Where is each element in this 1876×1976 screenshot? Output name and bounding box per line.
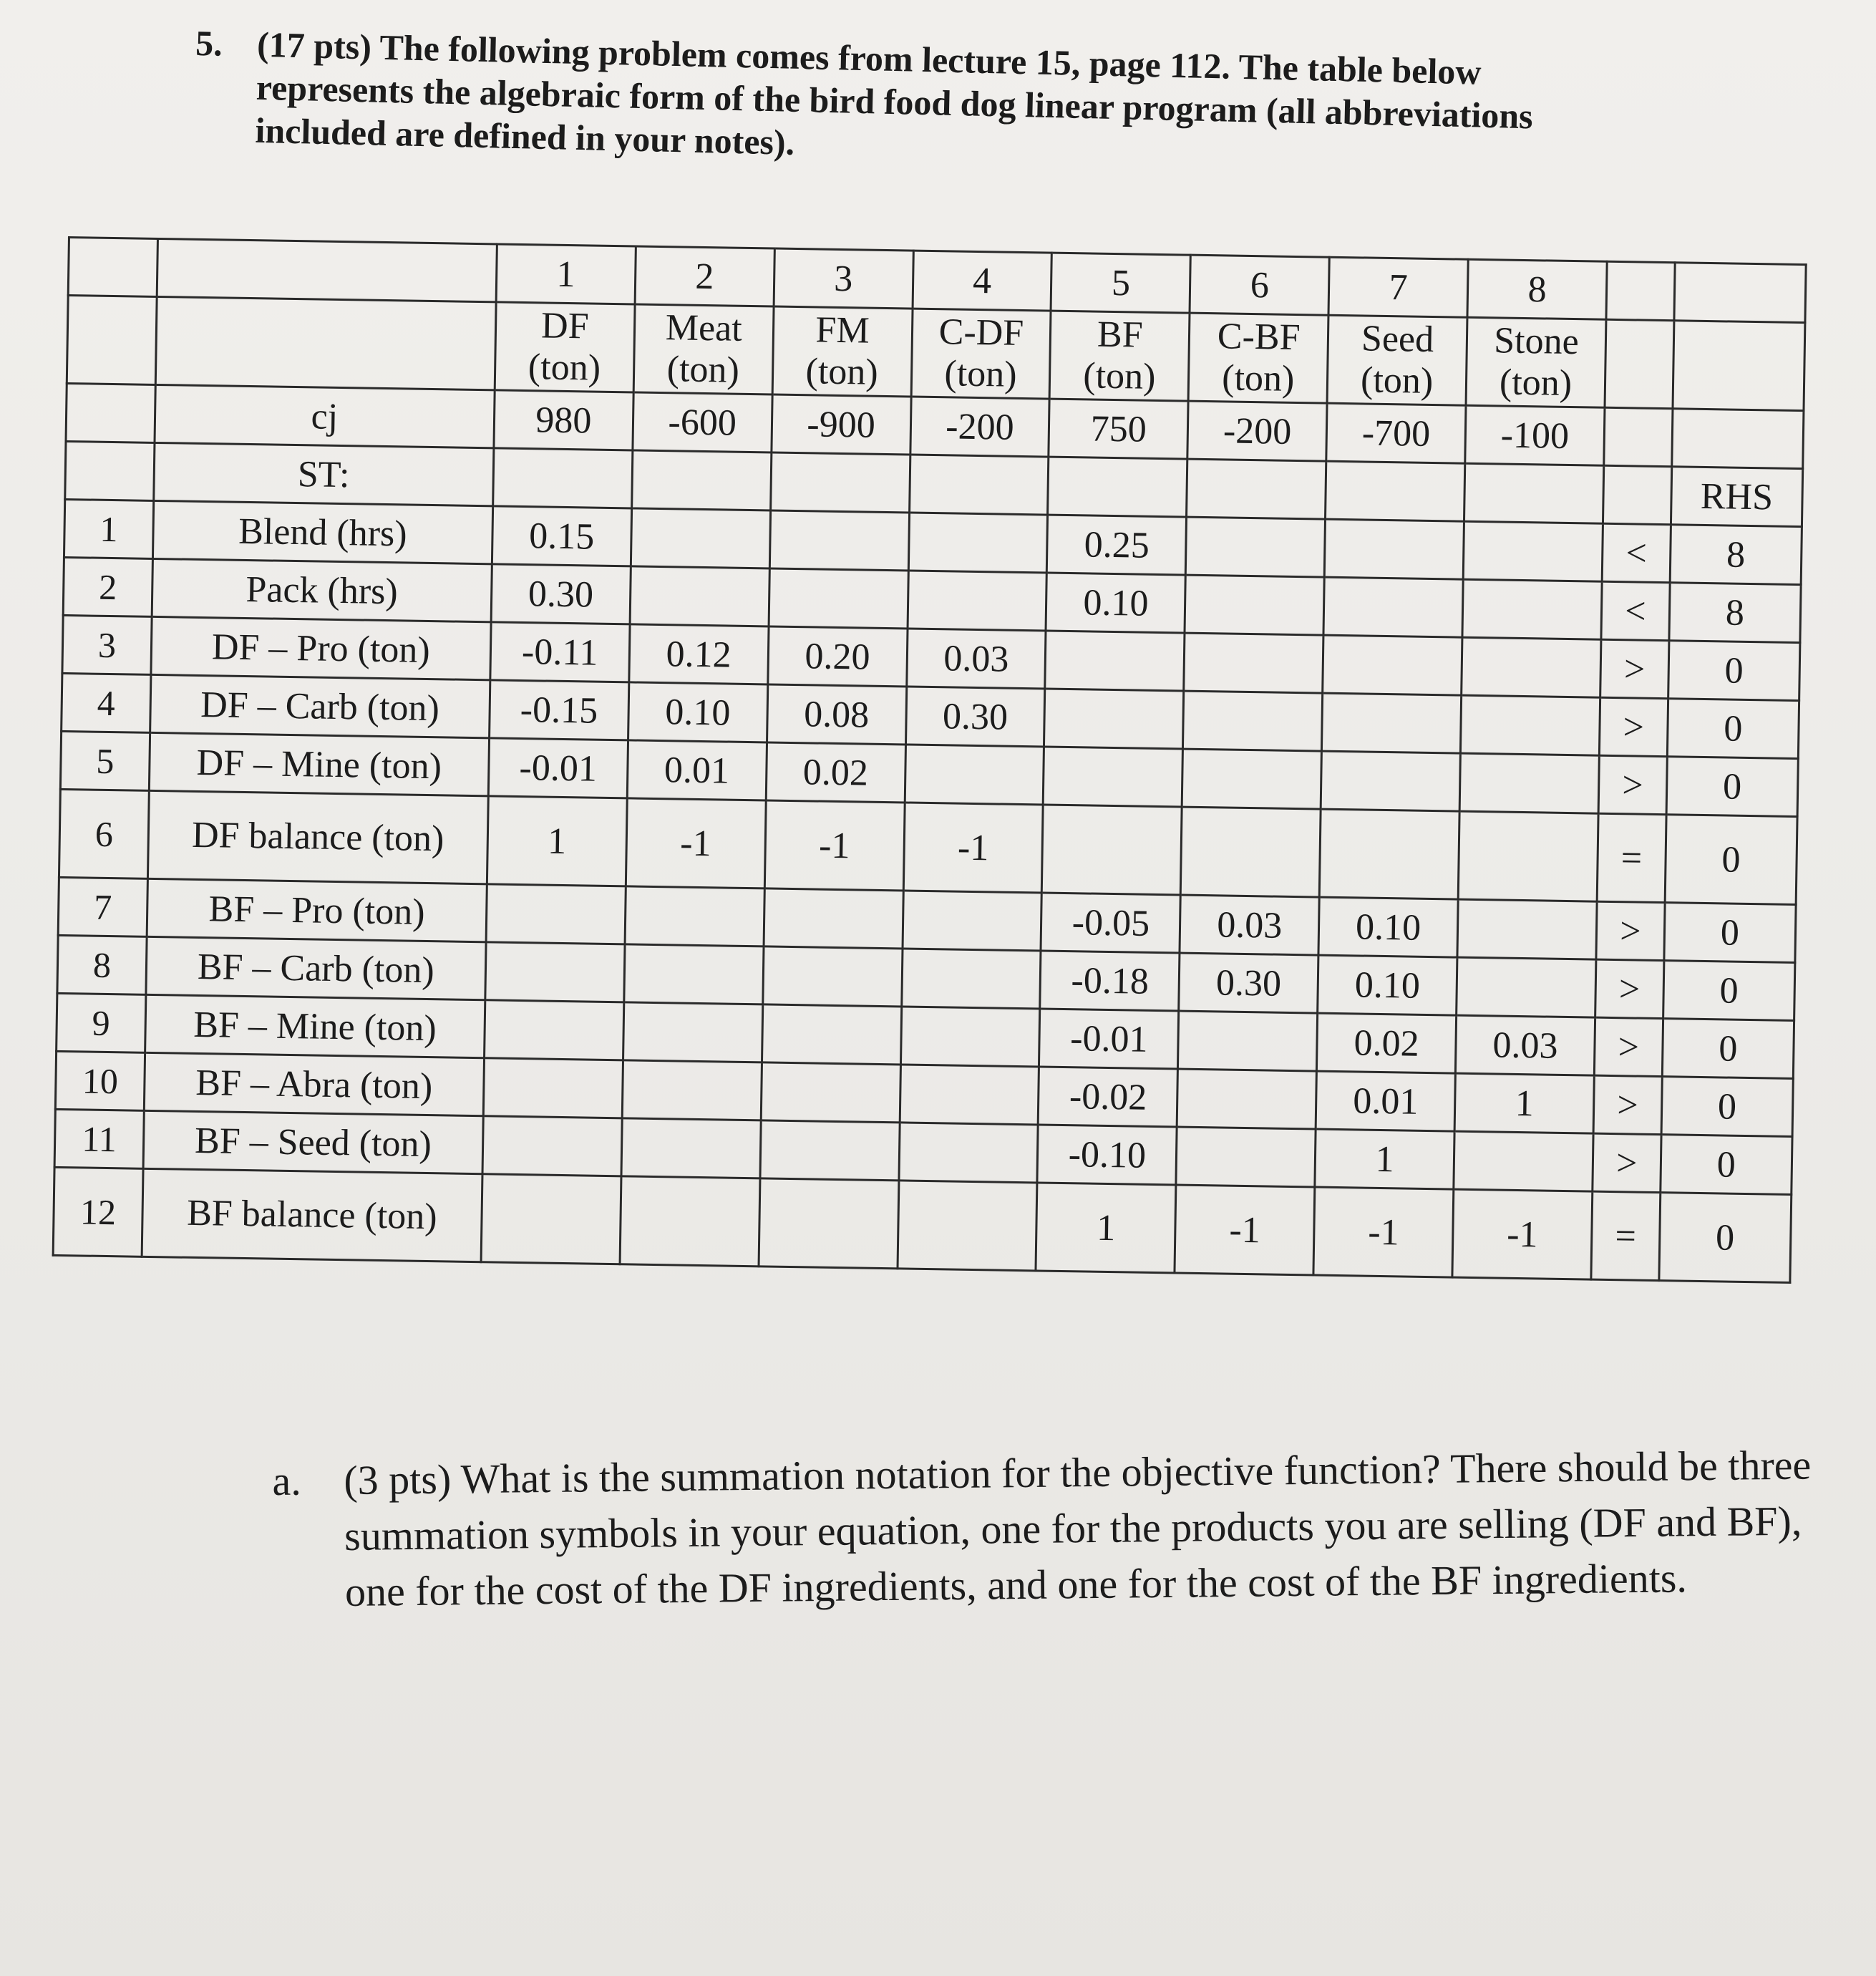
constraint-sign: < xyxy=(1601,581,1670,640)
coefficient-cell xyxy=(769,510,909,571)
constraint-label: BF – Mine (ton) xyxy=(145,994,485,1057)
row-number: 11 xyxy=(54,1109,144,1168)
coefficient-cell xyxy=(1462,579,1602,639)
coefficient-cell: -1 xyxy=(1175,1185,1315,1275)
empty-cell xyxy=(155,296,496,389)
coefficient-cell xyxy=(761,1062,900,1123)
empty-cell xyxy=(1606,261,1675,320)
empty-cell xyxy=(1605,319,1674,408)
row-number: 10 xyxy=(55,1051,145,1110)
cj-value: -200 xyxy=(1187,401,1327,461)
variable-unit: (ton) xyxy=(1221,357,1295,399)
rhs-value: 0 xyxy=(1666,757,1798,817)
coefficient-cell xyxy=(486,884,626,944)
coefficient-cell: -1 xyxy=(1313,1187,1454,1277)
variable-name: Seed xyxy=(1361,318,1434,360)
coefficient-cell xyxy=(764,888,903,949)
lp-table-wrapper xyxy=(52,236,1807,1284)
coefficient-cell xyxy=(1183,691,1323,751)
coefficient-cell: -0.05 xyxy=(1041,893,1180,953)
empty-cell xyxy=(1671,409,1803,469)
empty-cell xyxy=(68,238,157,297)
coefficient-cell xyxy=(759,1178,899,1269)
coefficient-cell xyxy=(1184,633,1323,693)
coefficient-cell: -1 xyxy=(626,798,766,888)
coefficient-cell xyxy=(481,1174,621,1264)
coefficient-cell: -0.11 xyxy=(490,622,630,682)
coefficient-cell xyxy=(1185,575,1324,635)
coefficient-cell: 1 xyxy=(1454,1073,1594,1133)
column-variable xyxy=(1466,317,1606,407)
cj-value: -100 xyxy=(1465,405,1605,465)
coefficient-cell: 0.10 xyxy=(1318,897,1458,957)
column-number: 3 xyxy=(774,248,913,309)
constraint-label: BF – Carb (ton) xyxy=(146,936,486,999)
constraint-sign: > xyxy=(1594,1017,1663,1076)
coefficient-cell xyxy=(622,1060,762,1120)
coefficient-cell xyxy=(1458,811,1598,901)
constraint-sign: > xyxy=(1599,697,1668,756)
coefficient-cell: 1 xyxy=(1036,1183,1176,1273)
empty-cell xyxy=(1048,457,1187,517)
constraint-sign: > xyxy=(1593,1075,1662,1134)
coefficient-cell xyxy=(1176,1127,1316,1187)
coefficient-cell: 0.08 xyxy=(767,684,906,745)
coefficient-cell xyxy=(762,1004,901,1065)
variable-unit: (ton) xyxy=(528,347,601,389)
coefficient-cell xyxy=(631,508,770,568)
variable-unit: (ton) xyxy=(1360,359,1434,402)
coefficient-cell: -0.10 xyxy=(1037,1125,1177,1185)
coefficient-cell: 0.03 xyxy=(1180,895,1319,955)
empty-cell xyxy=(66,383,155,442)
coefficient-cell xyxy=(769,568,908,629)
lp-table-body xyxy=(53,238,1806,1283)
variable-name: DF xyxy=(540,305,590,347)
coefficient-cell: 0.03 xyxy=(906,629,1046,689)
coefficient-cell: 0.30 xyxy=(1179,953,1318,1013)
coefficient-cell: 0.03 xyxy=(1455,1015,1595,1075)
constraint-label: BF – Seed (ton) xyxy=(143,1110,483,1173)
coefficient-cell xyxy=(901,949,1041,1009)
row-number: 5 xyxy=(60,731,150,790)
coefficient-cell xyxy=(1463,521,1603,581)
coefficient-cell xyxy=(898,1181,1038,1271)
variable-name: C-BF xyxy=(1217,316,1301,359)
coefficient-cell: 0.30 xyxy=(491,564,631,624)
rhs-value: 0 xyxy=(1664,903,1796,963)
part-a xyxy=(272,1437,1862,1621)
rhs-value: 0 xyxy=(1661,1077,1793,1137)
coefficient-cell: 1 xyxy=(1315,1129,1454,1189)
coefficient-cell xyxy=(483,1058,623,1118)
rhs-header: RHS xyxy=(1671,467,1802,527)
empty-cell xyxy=(909,455,1049,515)
coefficient-cell xyxy=(1044,747,1183,807)
column-variable xyxy=(1327,315,1467,405)
coefficient-cell xyxy=(760,1120,900,1181)
coefficient-cell xyxy=(1177,1069,1316,1129)
coefficient-cell: 1 xyxy=(487,796,627,886)
constraint-sign: > xyxy=(1596,901,1665,960)
empty-cell xyxy=(1604,407,1673,466)
coefficient-cell xyxy=(620,1176,760,1267)
variable-unit: (ton) xyxy=(944,353,1018,395)
column-number: 1 xyxy=(496,244,636,304)
coefficient-cell xyxy=(762,946,902,1007)
constraint-label: Blend (hrs) xyxy=(152,500,492,563)
lp-table xyxy=(52,236,1807,1284)
coefficient-cell xyxy=(1321,751,1460,811)
coefficient-cell: 0.30 xyxy=(905,687,1045,747)
coefficient-cell xyxy=(485,942,625,1002)
column-variable xyxy=(1050,311,1190,401)
rhs-value: 0 xyxy=(1667,699,1799,759)
column-number: 6 xyxy=(1190,255,1329,315)
column-variable xyxy=(772,306,913,397)
variable-unit: (ton) xyxy=(666,349,740,391)
empty-cell xyxy=(67,296,157,385)
coefficient-cell xyxy=(1319,809,1459,899)
empty-cell xyxy=(1673,321,1805,411)
empty-cell xyxy=(1603,465,1671,524)
variable-name: BF xyxy=(1097,314,1144,356)
coefficient-cell xyxy=(1044,689,1184,749)
coefficient-cell: 0.15 xyxy=(492,506,631,566)
coefficient-cell: -0.15 xyxy=(489,680,628,740)
variable-name: FM xyxy=(815,309,870,352)
coefficient-cell: 0.25 xyxy=(1047,515,1187,575)
column-variable xyxy=(1188,313,1328,403)
empty-cell xyxy=(770,452,910,513)
column-number: 5 xyxy=(1051,253,1190,313)
coefficient-cell xyxy=(903,891,1042,951)
coefficient-cell xyxy=(908,513,1048,573)
empty-cell xyxy=(1464,463,1604,523)
empty-cell xyxy=(1326,461,1465,521)
coefficient-cell xyxy=(623,1002,762,1062)
constraint-label: BF balance (ton) xyxy=(142,1168,482,1261)
coefficient-cell: -0.01 xyxy=(1039,1009,1179,1069)
constraint-sign: < xyxy=(1602,523,1671,582)
constraint-sign: = xyxy=(1597,813,1666,902)
constraint-sign: > xyxy=(1600,639,1669,698)
empty-cell xyxy=(492,448,632,508)
coefficient-cell xyxy=(908,571,1047,631)
column-variable xyxy=(495,302,635,392)
empty-cell xyxy=(157,238,497,301)
row-number: 3 xyxy=(62,615,152,674)
constraint-sign: > xyxy=(1598,755,1667,814)
coefficient-cell xyxy=(1323,577,1463,637)
coefficient-cell xyxy=(1457,899,1597,959)
row-number: 9 xyxy=(57,993,146,1052)
row-number: 2 xyxy=(63,557,152,616)
coefficient-cell xyxy=(1042,805,1182,895)
cj-value: -700 xyxy=(1326,403,1466,463)
column-number: 2 xyxy=(635,246,774,306)
coefficient-cell: 0.02 xyxy=(1317,1013,1457,1073)
coefficient-cell: 0.01 xyxy=(627,740,767,800)
coefficient-cell: -0.02 xyxy=(1039,1067,1178,1127)
constraint-label: DF balance (ton) xyxy=(147,790,488,883)
coefficient-cell: -1 xyxy=(764,800,905,891)
constraint-label: DF – Mine (ton) xyxy=(149,732,489,795)
question-number: 5. xyxy=(195,22,223,64)
rhs-value: 0 xyxy=(1665,815,1797,905)
coefficient-cell xyxy=(1178,1011,1318,1071)
coefficient-cell xyxy=(1045,631,1185,691)
coefficient-cell xyxy=(1462,637,1601,697)
coefficient-cell: -0.01 xyxy=(488,738,628,798)
empty-cell xyxy=(65,441,155,500)
coefficient-cell xyxy=(1454,1131,1593,1191)
coefficient-cell xyxy=(900,1065,1039,1125)
constraint-label: Pack (hrs) xyxy=(152,558,492,621)
rhs-value: 8 xyxy=(1669,583,1801,643)
column-variable xyxy=(911,309,1051,399)
coefficient-cell xyxy=(905,745,1044,805)
row-number: 4 xyxy=(62,673,151,732)
constraint-label: DF – Pro (ton) xyxy=(151,616,491,679)
coefficient-cell: 0.10 xyxy=(628,682,767,742)
rhs-value: 8 xyxy=(1670,525,1802,585)
coefficient-cell xyxy=(1323,635,1462,695)
coefficient-cell xyxy=(1181,807,1321,897)
constraint-label: BF – Abra (ton) xyxy=(144,1052,484,1115)
coefficient-cell xyxy=(621,1118,761,1178)
cj-value: -200 xyxy=(910,397,1049,457)
column-number: 8 xyxy=(1467,259,1607,319)
coefficient-cell: 0.02 xyxy=(766,742,905,803)
coefficient-cell xyxy=(1459,753,1599,813)
rhs-value: 0 xyxy=(1659,1193,1792,1283)
coefficient-cell xyxy=(1186,517,1326,577)
row-number: 12 xyxy=(53,1167,143,1256)
coefficient-cell: 0.10 xyxy=(1046,573,1185,633)
cj-value: 980 xyxy=(494,390,633,450)
coefficient-cell xyxy=(900,1007,1040,1067)
coefficient-cell: -0.18 xyxy=(1040,951,1180,1011)
coefficient-cell xyxy=(1460,695,1600,755)
empty-cell xyxy=(1674,263,1806,323)
rhs-value: 0 xyxy=(1663,961,1794,1021)
row-number: 6 xyxy=(59,789,149,878)
coefficient-cell xyxy=(1322,693,1462,753)
column-number: 4 xyxy=(913,251,1052,311)
constraint-label: BF – Pro (ton) xyxy=(147,878,487,941)
variable-unit: (ton) xyxy=(1499,362,1573,405)
empty-cell xyxy=(631,450,771,510)
variable-name: C-DF xyxy=(938,311,1024,354)
column-variable xyxy=(633,304,774,394)
constraint-sign: > xyxy=(1593,1133,1661,1192)
coefficient-cell xyxy=(625,886,764,946)
coefficient-cell: -1 xyxy=(1452,1189,1593,1279)
column-number: 7 xyxy=(1328,257,1468,317)
coefficient-cell: 0.20 xyxy=(767,626,907,687)
constraint-sign: = xyxy=(1591,1191,1661,1280)
coefficient-cell xyxy=(1324,519,1464,579)
variable-name: Stone xyxy=(1493,320,1580,363)
empty-cell xyxy=(1187,459,1326,519)
coefficient-cell xyxy=(1457,957,1596,1017)
variable-unit: (ton) xyxy=(805,351,879,393)
question-text: (17 pts) The following problem comes from lecture 15, page 112. The table below represents the algebraic form of the bird food dog linear program (all abbreviations included are defined in your notes). xyxy=(254,24,1534,163)
variable-unit: (ton) xyxy=(1082,355,1156,397)
constraint-sign: > xyxy=(1595,959,1664,1018)
coefficient-cell: -1 xyxy=(903,803,1044,893)
cj-value: -900 xyxy=(772,394,911,455)
rhs-value: 0 xyxy=(1662,1019,1794,1079)
coefficient-cell: 0.01 xyxy=(1316,1071,1455,1131)
variable-name: Meat xyxy=(665,307,743,349)
part-a-letter: a. xyxy=(272,1457,301,1504)
st-label: ST: xyxy=(154,442,494,505)
row-number: 1 xyxy=(64,499,153,558)
coefficient-cell xyxy=(482,1116,622,1176)
coefficient-cell xyxy=(630,566,769,626)
rhs-value: 0 xyxy=(1661,1135,1792,1195)
coefficient-cell xyxy=(1182,749,1321,809)
rhs-value: 0 xyxy=(1668,641,1799,701)
coefficient-cell: 0.12 xyxy=(629,624,769,684)
constraint-label: DF – Carb (ton) xyxy=(150,674,490,737)
coefficient-cell xyxy=(484,1000,623,1060)
row-number: 7 xyxy=(58,877,147,936)
cj-label: cj xyxy=(155,384,495,447)
cj-value: -600 xyxy=(633,392,772,452)
coefficient-cell xyxy=(624,944,764,1004)
part-a-text: (3 pts) What is the summation notation for the objective function? There should be three summation symbols in your equation, one for the products you are selling (DF and BF), one for the cost of the DF ingredients, and one for the cost of the BF ingredients. xyxy=(344,1441,1812,1615)
coefficient-cell xyxy=(898,1123,1038,1183)
coefficient-cell: 0.10 xyxy=(1318,955,1457,1015)
row-number: 8 xyxy=(57,935,147,994)
cj-value: 750 xyxy=(1049,399,1188,459)
